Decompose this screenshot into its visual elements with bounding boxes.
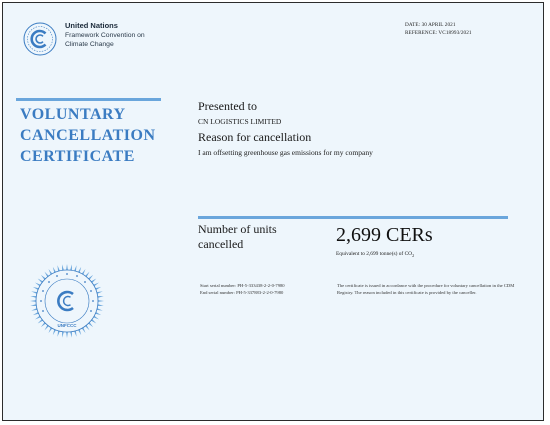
certificate — [2, 2, 544, 421]
climate-seal-icon — [29, 263, 105, 339]
units-rule — [198, 216, 508, 219]
title-line-1: VOLUNTARY — [20, 106, 126, 123]
org-name: United Nations — [65, 21, 118, 30]
units-label-line-1: Number of units — [198, 222, 277, 236]
unfccc-logo-icon — [22, 21, 58, 57]
recipient-name: CN LOGISTICS LIMITED — [198, 117, 282, 126]
co2-equivalent — [336, 251, 414, 258]
start-serial: Start serial number: PH-5-333438-2-2-0-7980 — [200, 283, 285, 288]
presented-label: Presented to — [198, 99, 257, 113]
cers-amount: 2,699 CERs — [336, 224, 433, 246]
title-line-3: CERTIFICATE — [20, 148, 135, 165]
reference-text: REFERENCE: VC18993/2021 — [405, 30, 472, 36]
units-label-line-2: cancelled — [198, 237, 244, 251]
seal-text: UNFCCC — [57, 323, 77, 328]
title-rule — [16, 98, 161, 101]
reason-text: I am offsetting greenhouse gas emissions for my company — [198, 148, 373, 157]
end-serial: End serial number: PH-5-337883-2-2-0-7980 — [200, 290, 284, 295]
co2-subscript: 2 — [412, 253, 415, 259]
certificate-note: The certificate is issued in accordance with the procedure for voluntary cancellation in the CDM Registry. The reason included in this certificate is provided by the canceller. — [337, 283, 515, 295]
co2-equivalent-text: Equivalent to 2,699 tonne(s) of CO — [336, 251, 413, 257]
org-line-1: Framework Convention on — [65, 32, 145, 39]
title-line-2: CANCELLATION — [20, 127, 156, 144]
org-line-2: Climate Change — [65, 41, 114, 48]
date-text: DATE: 30 APRIL 2021 — [405, 22, 456, 28]
reason-label: Reason for cancellation — [198, 130, 312, 144]
